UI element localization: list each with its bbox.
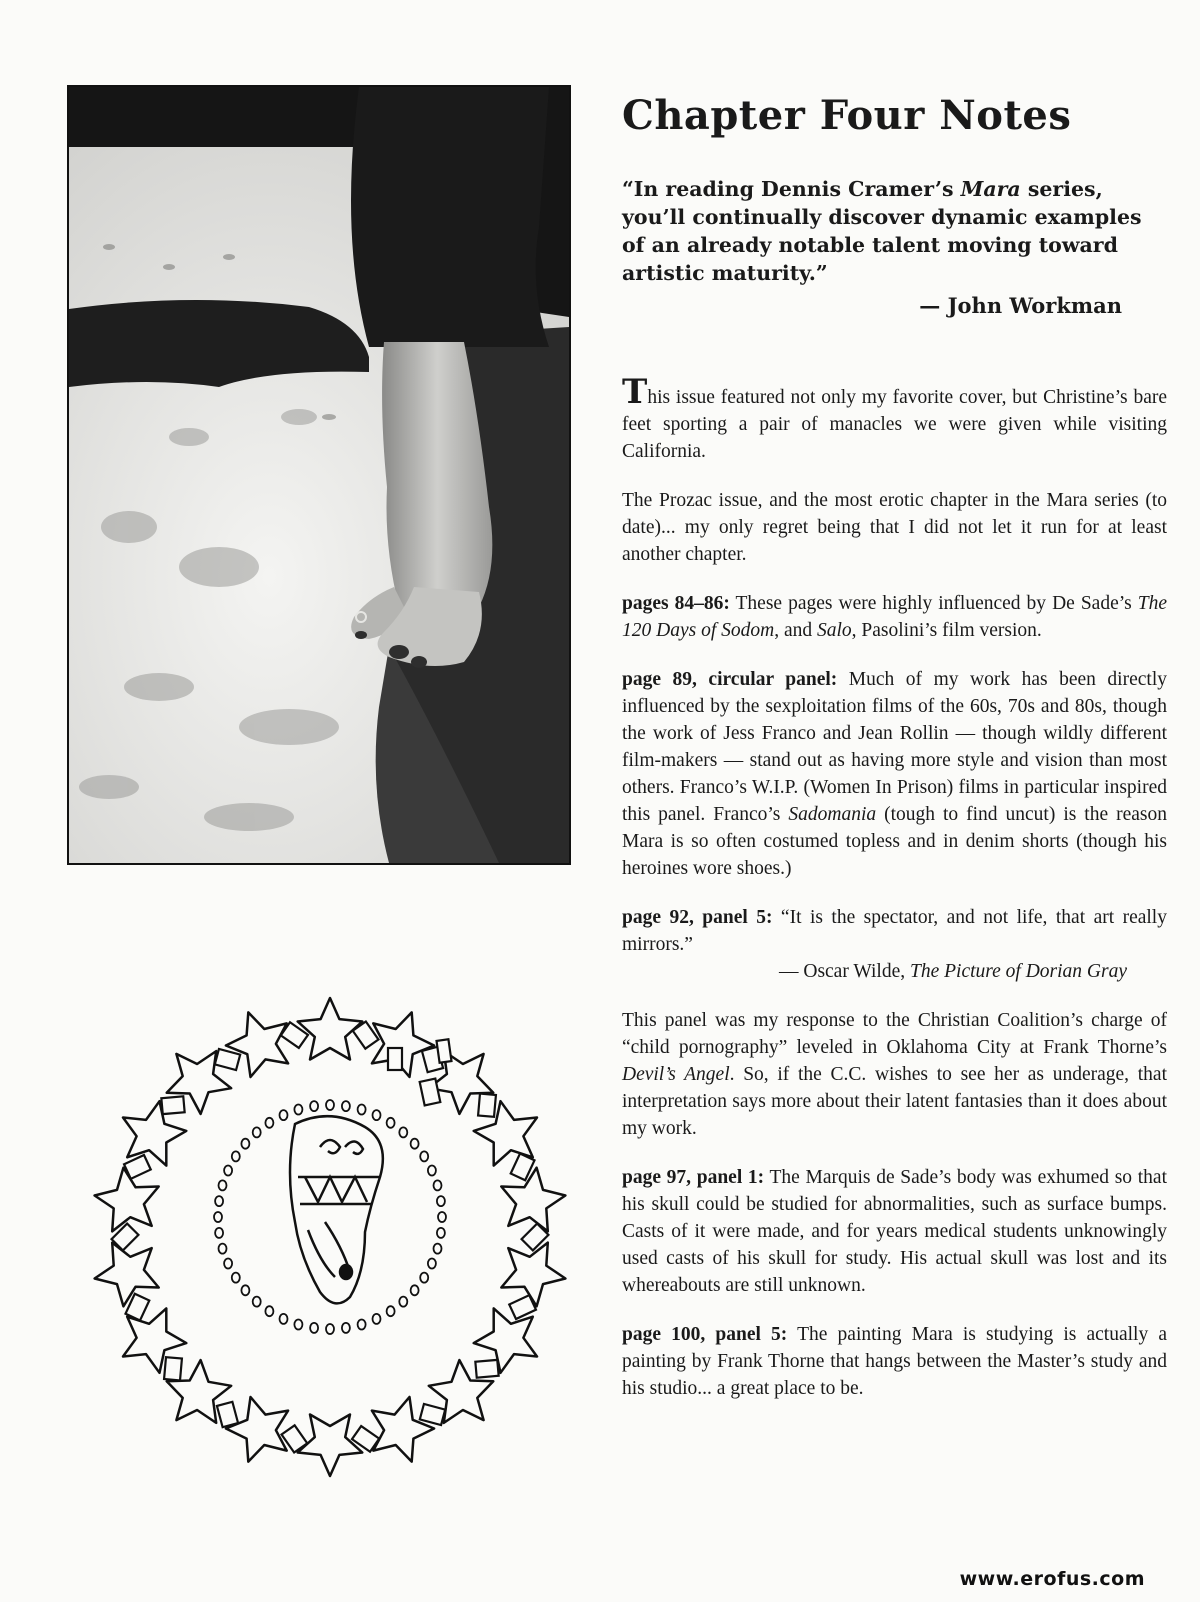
site-watermark: www.erofus.com [959, 1568, 1145, 1590]
mandala-dot [241, 1139, 249, 1149]
mandala-star [226, 1397, 288, 1462]
mandala-dot [411, 1139, 419, 1149]
mandala-dot [224, 1259, 232, 1269]
prozac-paragraph: The Prozac issue, and the most erotic chapter in the Mara series (to date)... my only regret being that I did not let it run for at least another chapter. [622, 490, 1167, 565]
note-text: (tough to find uncut) is the reason Mara is so often costumed topless and in denim shorts (though his heroines wore shoes.) [622, 804, 1168, 879]
decorative-mandala [80, 972, 580, 1492]
mandala-dot [214, 1212, 222, 1222]
mandala-dot [420, 1273, 428, 1283]
mandala-dot [434, 1180, 442, 1190]
wilde-attribution [622, 958, 1167, 985]
mandala-diamond [420, 1404, 445, 1425]
mandala-dot [438, 1212, 446, 1222]
photo-bare-feet-in-snow [67, 85, 571, 865]
mandala-diamond [164, 1357, 182, 1380]
note-text: Much of my work has been directly influenced by the sexploitation films of the 60s, 70s and 80s, though the work of Jess Franco and Jean Rollin — though wildly different film-makers — stand out as having more style and vision than most others. Franco’s W.I.P. (Women In Prison) films in particular inspired this panel. Franco’s [622, 669, 1167, 825]
mandala-dot [215, 1228, 223, 1238]
mandala-diamond [161, 1096, 184, 1114]
note-text: The painting Mara is studying is actually a painting by Frank Thorne that hangs between the Master’s study and his studio... a great place to be. [622, 1324, 1168, 1399]
note-text: The Marquis de Sade’s body was exhumed so that his skull could be studied for abnormalities, such as surface bumps. Casts of it were made, and for years medical students unknowingly used casts of his skull for study. His actual skull was lost and its whereabouts are still unknown. [622, 1167, 1167, 1296]
mandala-dot [294, 1105, 302, 1115]
mandala-dot [215, 1196, 223, 1206]
mandala-dot [387, 1118, 395, 1128]
mandala-dot [428, 1166, 436, 1176]
note-label: page 89, circular panel: [622, 669, 838, 690]
mandala-dot [241, 1285, 249, 1295]
mandala-dot [294, 1320, 302, 1330]
mandala-dot [265, 1118, 273, 1128]
mandala-dot [280, 1314, 288, 1324]
note-pages-84-86 [622, 590, 1167, 644]
page-title: Chapter Four Notes [622, 92, 1072, 139]
mandala-diamond [478, 1094, 496, 1117]
mandala-dot [265, 1306, 273, 1316]
note-page-100 [622, 1321, 1167, 1402]
intro-paragraph [622, 372, 1167, 465]
note-text: These pages were highly influenced by De Sade’s [729, 593, 1138, 614]
note-text: This panel was my response to the Christian Coalition’s charge of “child pornography” leveled in Oklahoma City at Frank Thorne’s [622, 1010, 1167, 1058]
mandala-dot [373, 1314, 381, 1324]
mandala-dot [399, 1297, 407, 1307]
mandala-dot [358, 1105, 366, 1115]
note-label: page 92, panel 5: [622, 907, 773, 928]
note-label: page 100, panel 5: [622, 1324, 788, 1345]
film-title: Salo [816, 620, 852, 641]
mandala-dot [387, 1306, 395, 1316]
mandala-star [95, 1243, 159, 1307]
mandala-dot [326, 1324, 334, 1334]
attribution-text: — Oscar Wilde, [778, 961, 910, 982]
mandala-dot [428, 1259, 436, 1269]
mandala-diamond [509, 1295, 536, 1319]
mandala-dot [437, 1228, 445, 1238]
mandala-dot [358, 1320, 366, 1330]
mandala-star [95, 1168, 159, 1232]
mandala-dot [373, 1110, 381, 1120]
coalition-paragraph [622, 1007, 1167, 1142]
book-title: The Picture of Dorian Gray [909, 961, 1127, 982]
mandala-star [501, 1168, 565, 1232]
mandala-dot [411, 1285, 419, 1295]
quote-author: — John Workman [919, 293, 1122, 318]
epigraph-quote [622, 175, 1167, 287]
quote-text-end: series, you’ll continually discover dynamic examples of an already notable talent moving toward artistic maturity.” [622, 177, 1142, 285]
note-text: , Pasolini’s film version. [851, 620, 1042, 641]
mandala-dot [326, 1100, 334, 1110]
note-page-92 [622, 904, 1167, 985]
mandala-dot [310, 1101, 318, 1111]
mandala-dot [280, 1110, 288, 1120]
note-text: . So, if the C.C. wishes to see her as underage, that interpretation says more about their latent fantasies than it does about my work. [622, 1064, 1167, 1139]
mandala-dot [399, 1127, 407, 1137]
mandala-diamond [215, 1049, 240, 1070]
mandala-dot [232, 1273, 240, 1283]
film-title: The 120 Days of Sodom [622, 593, 1167, 641]
note-text: “It is the spectator, and not life, that art really mirrors.” [622, 907, 1167, 955]
note-page-89 [622, 666, 1167, 882]
mandala-diamond [217, 1402, 238, 1427]
mandala-diamond [124, 1155, 151, 1179]
mandala-diamond [475, 1360, 498, 1378]
mandala-dot [232, 1151, 240, 1161]
mandala-dot [219, 1180, 227, 1190]
note-label: page 97, panel 1: [622, 1167, 765, 1188]
mandala-dot [342, 1323, 350, 1333]
mandala-dot [219, 1244, 227, 1254]
mandala-star [501, 1243, 565, 1307]
quote-emphasis: Mara [960, 177, 1021, 201]
notes-column [622, 92, 1167, 1424]
mandala-star [298, 1415, 363, 1477]
mandala-star [298, 998, 363, 1060]
mandala-dot [253, 1127, 261, 1137]
film-title: Sadomania [788, 804, 877, 825]
note-label: pages 84–86: [622, 593, 730, 614]
mandala-dot [420, 1151, 428, 1161]
intro-text: his issue featured not only my favorite cover, but Christine’s bare feet sporting a pair of manacles we were given while visiting California. [622, 387, 1167, 462]
comic-title: Devil’s Angel [622, 1064, 730, 1085]
drop-cap: T [622, 372, 648, 412]
mandala-dot [342, 1101, 350, 1111]
mandala-dot [434, 1244, 442, 1254]
note-page-97 [622, 1164, 1167, 1299]
note-text: , and [774, 620, 817, 641]
mandala-dot [224, 1166, 232, 1176]
mandala-dot [310, 1323, 318, 1333]
mandala-dot [437, 1196, 445, 1206]
quote-text-start: “In reading Dennis Cramer’s [622, 177, 961, 201]
mandala-dot [253, 1297, 261, 1307]
